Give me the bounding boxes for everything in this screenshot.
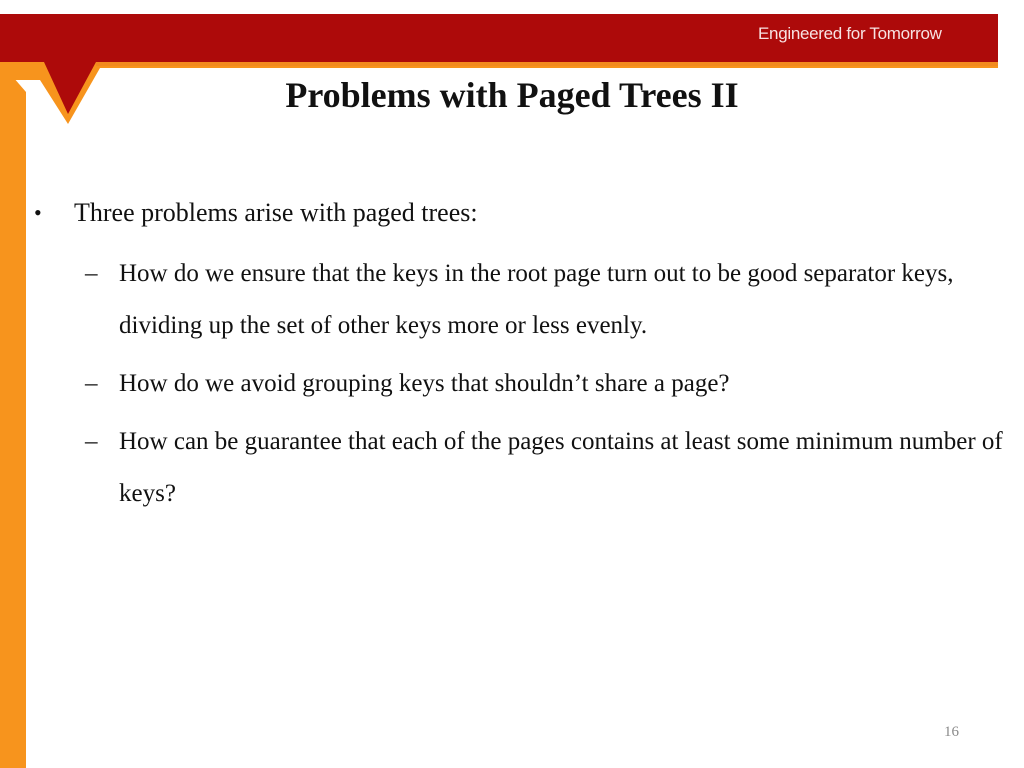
dash-marker: – — [85, 428, 98, 455]
slide-content — [30, 196, 1010, 526]
page-number: 16 — [944, 724, 959, 740]
sub-bullet-text: How do we avoid grouping keys that shouldn’t share a page? — [119, 370, 730, 397]
sub-bullet-item — [30, 358, 1010, 410]
sub-bullet-item — [30, 248, 1010, 352]
sub-bullet-text: How can be guarantee that each of the pages contains at least some minimum number of keys? — [119, 428, 1003, 507]
bullet-marker: • — [34, 200, 42, 225]
sub-bullet-item — [30, 416, 1010, 520]
bullet-item — [30, 196, 1010, 230]
header-tagline: Engineered for Tomorrow — [758, 24, 942, 43]
left-side-bar — [0, 62, 26, 768]
sub-bullet-list — [30, 248, 1010, 520]
slide-title: Problems with Paged Trees II — [285, 75, 739, 115]
bullet-text: Three problems arise with paged trees: — [74, 198, 478, 227]
dash-marker: – — [85, 260, 98, 287]
dash-marker: – — [85, 370, 98, 397]
header-trim — [96, 62, 998, 66]
sub-bullet-text: How do we ensure that the keys in the root page turn out to be good separator keys, dividing up the set of other keys more or less evenly. — [119, 260, 954, 339]
